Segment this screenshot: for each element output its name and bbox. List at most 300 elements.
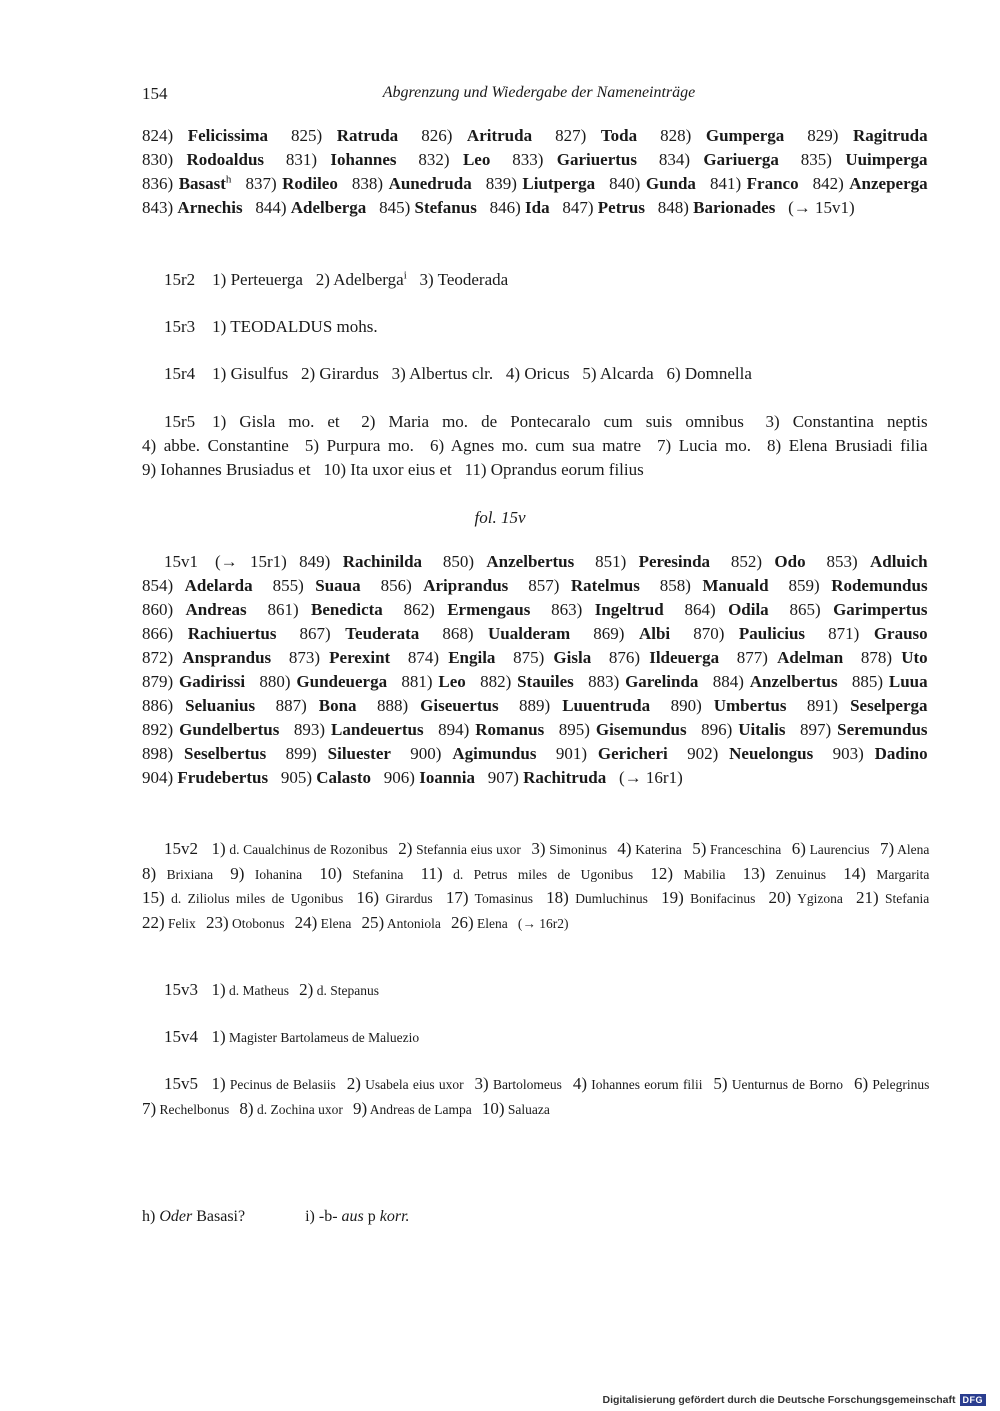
entry [259,672,387,691]
entry-name: Barionades [693,198,776,217]
entry-number: 846) [489,198,521,217]
entry-name: Toda [600,126,638,145]
entry [562,198,645,217]
entry [660,126,784,145]
entry [791,839,870,858]
entry-name: Oricus [524,364,570,383]
entry-name: Rodileo [282,174,338,193]
entry-number: 10) [481,1098,505,1118]
entry-name: Elena Brusiadi filia [788,436,928,455]
entry [276,696,357,715]
entry-number: 869) [593,624,625,643]
section-label: 15r3 [164,317,196,336]
entry-number: 883) [588,672,620,691]
entry-name: Domnella [684,364,752,383]
entry-name: Saluaza [507,1101,550,1117]
entry [609,648,719,667]
entry-name: Romanus [475,720,545,739]
entry-name: Elena [320,916,352,932]
entry-number: 827) [555,126,587,145]
entries-15r3 [142,315,936,339]
entry-name: Stauiles [517,672,574,691]
entry-name: Oprandus eorum filius [490,460,644,479]
running-title: Abgrenzung und Wiedergabe der Nameneinträge [382,84,696,101]
entry [142,720,279,739]
section-label: 15v5 [164,1074,198,1093]
entry [800,720,928,739]
entry-name: d. Petrus miles de Ugonibus [453,866,634,882]
entry [768,888,843,908]
entry-name: Girardus [385,891,433,907]
entry-name: Bartolomeus [492,1077,562,1092]
entry [852,672,928,691]
entry-name: d. Matheus [229,983,290,998]
entry [273,576,361,595]
entry-number: 1) [212,317,227,336]
entry-number: 23) [205,913,229,933]
entry [211,980,290,999]
entry-number: 879) [142,672,174,691]
entry-name: Suaua [315,576,361,595]
entry-number: 15) [142,888,165,908]
entry-number: 831) [285,150,318,169]
entry-name: Siluester [327,744,391,763]
entry-number: 2) [300,364,316,383]
entry-name: Franco [746,174,799,193]
entry-number: 824) [142,126,174,145]
entry-name: Seluanius [185,696,256,715]
entry-number: 4) [572,1074,588,1093]
entry-name: Rechelbonus [159,1101,230,1117]
entry-number: 13) [742,863,766,883]
entry-name: Uenturnus de Borno [731,1077,843,1092]
entry [142,624,277,643]
page-header [142,84,936,110]
entries-15r4 [142,362,936,386]
entry [381,576,509,595]
entry [556,744,668,763]
entry-name: Ingeltrud [594,600,664,619]
entry [879,839,930,858]
entry-name: Pelegrinus [872,1077,930,1092]
entries-15v2 [142,837,936,936]
entry-number: 10) [319,863,342,883]
entry-number: 844) [255,198,287,217]
entry-name: Seremundus [837,720,928,739]
entry [767,436,928,455]
entry-number: 1) [211,839,226,858]
entry-name: Andreas de Lampa [369,1101,472,1117]
entry [438,720,544,739]
cross-reference: (→ 15v1) [788,198,855,217]
entry-number: 877) [736,648,768,667]
entry [443,552,574,571]
entry-name: Albertus clr. [409,364,494,383]
entry-number: 837) [245,174,277,193]
entry [853,1074,930,1093]
entry-number: 5) [692,839,707,858]
entry-name: Magister Bartolameus de Maluezio [229,1030,420,1045]
entry [671,696,787,715]
entry-name: Alcarda [599,364,654,383]
entry-number: 2) [346,1074,361,1093]
entry [245,174,337,193]
entry-name: Ariprandus [423,576,509,595]
entry-number: 838) [351,174,384,193]
entry-name: Peresinda [638,552,711,571]
entry [582,364,653,383]
entry [737,648,843,667]
entry [658,198,776,217]
entry [346,1074,464,1093]
entry-number: 885) [851,672,884,691]
entry-number: 872) [142,648,174,667]
entry [731,552,806,571]
entry [377,696,499,715]
section-label: 15v1 [164,552,198,571]
entry-name: Perexint [329,648,391,667]
entry-name: Landeuertus [330,720,424,739]
entry-name: Garimpertus [833,600,928,619]
entry-name: Iohannes Brusiadus et [160,460,311,479]
entry [211,1074,336,1093]
entry-name: Adelberga [333,270,404,289]
entry [531,839,607,858]
entry-name: Agimundus [452,744,537,763]
entry-name: Albi [638,624,671,643]
entry [323,460,451,479]
entry-number: 848) [657,198,689,217]
entry-number: 856) [380,576,412,595]
entry [301,364,379,383]
entry-name: Bona [318,696,357,715]
entry-number: 893) [293,720,325,739]
footnotes [142,1208,410,1226]
entry-number: 867) [299,624,331,643]
entry-number: 898) [142,744,174,763]
entry-name: Frudebertus [177,768,269,787]
entry-name: Pecinus de Belasiis [229,1077,336,1092]
entries-15v5 [142,1072,936,1121]
folio-heading: fol. 15v [474,508,526,527]
entry-number: 904) [142,768,174,787]
entry [661,888,756,908]
entries-15r5 [142,410,936,482]
entry [305,436,414,455]
entry-number: 905) [280,768,313,787]
entry-number: 853) [826,552,858,571]
entry-number: 850) [442,552,475,571]
entry-number: 4) [617,839,632,858]
entry-number: 12) [650,863,674,883]
entry-number: 852) [730,552,763,571]
entry-number: 16) [356,888,380,908]
entry-name: Gisla mo. et [239,412,340,431]
entry [765,412,927,431]
entry-name: Franceschina [710,842,782,857]
entry [316,270,407,289]
entry-number: 14) [843,863,866,883]
cross-reference: (→ 16r2) [517,916,569,932]
entry-number: 3) [419,270,434,289]
entry-number: 871) [828,624,860,643]
entry-name: Gisla [553,648,592,667]
entry-number: 907) [487,768,519,787]
entry-number: 900) [410,744,442,763]
dfg-logo: DFG [960,1394,987,1406]
entry [464,460,643,479]
entry [685,600,769,619]
cross-reference: (→ 16r1) [619,768,683,787]
entry-name: Rodoaldus [186,150,265,169]
entry-name: Rachitruda [523,768,607,787]
entry-number: 855) [272,576,304,595]
entry [609,174,696,193]
entry-name: Basast [178,174,226,193]
page-number: 154 [142,84,168,103]
entry-name: Girardus [319,364,379,383]
entry-number: 825) [291,126,323,145]
entry-name: Gariuertus [556,150,637,169]
entry-name: Gisulfus [230,364,289,383]
entry-number: 875) [513,648,545,667]
entry-number: 2) [398,839,413,858]
entry [408,648,496,667]
entry [379,198,477,217]
entry [404,600,531,619]
entry [801,150,928,169]
entry-number: 849) [299,552,331,571]
entry [352,1098,472,1118]
entry-number: 896) [701,720,733,739]
entry-name: Dadino [874,744,928,763]
entry [294,720,424,739]
entry [418,150,490,169]
entry-name: Ermengaus [447,600,531,619]
entry-name: Aunedruda [388,174,472,193]
entry-number: 7) [657,436,672,455]
entry-number: 18) [546,888,569,908]
entry-number: 870) [693,624,725,643]
entry [401,672,465,691]
entry-name: Katerina [635,842,682,857]
entry-number: 868) [442,624,474,643]
entry-number: 839) [485,174,517,193]
entry-name: Odila [728,600,769,619]
entry [588,672,698,691]
entry-name: Stefannia eius uxor [416,842,521,857]
entry-number: 833) [512,150,544,169]
entry-number: 4) [505,364,521,383]
section-label: 15v3 [164,980,198,999]
entry [142,198,243,217]
entry-name: Mabilia [683,866,726,882]
entry [289,648,390,667]
entry-number: 843) [142,198,174,217]
entry-number: 895) [558,720,590,739]
entry [356,888,433,908]
entry [488,768,607,787]
entry [421,126,532,145]
entry [286,744,391,763]
entry-number: 5) [582,364,597,383]
entry-number: 884) [712,672,744,691]
entry-number: 889) [519,696,551,715]
entry-name: Uuimperga [845,150,928,169]
entry-name: Grauso [873,624,928,643]
entry [546,888,648,908]
entry-name: Usabela eius uxor [365,1077,464,1092]
entry [595,552,710,571]
entry-number: 20) [768,888,792,908]
entry-number: 874) [407,648,440,667]
entry [142,744,266,763]
entry-name: Maria mo. de Pontecaralo cum suis omnibus [388,412,744,431]
entry [513,648,591,667]
funding-text: Digitalisierung gefördert durch die Deutsche Forschungsgemeinschaft [602,1394,956,1406]
entry [506,364,570,383]
entry-name: Anzeperga [849,174,928,193]
entry-name: Neuelongus [729,744,814,763]
entry [710,174,799,193]
entry-number: 828) [660,126,692,145]
entry-number: 834) [658,150,691,169]
entry [211,1027,420,1046]
entry-number: 1) [212,412,227,431]
entry-name: Luuentruda [562,696,651,715]
entry-number: 882) [480,672,512,691]
entry-name: Lucia mo. [678,436,751,455]
entry-name: Ansprandus [182,648,272,667]
entry-name: Seselperga [850,696,928,715]
entry-number: 1) [212,364,227,383]
footnote-marker: i [403,269,407,282]
entry-name: Bonifacinus [690,891,756,907]
entry [789,576,928,595]
entry-number: 5) [304,436,320,455]
entry [142,600,247,619]
entry-number: 1) [211,1074,226,1093]
entry-number: 858) [659,576,691,595]
entry-number: 6) [791,839,806,858]
entry-name: Zenuinus [775,866,827,882]
entry-name: Felix [168,916,196,932]
entry [826,552,927,571]
entry [361,913,441,933]
entry-number: 9) [352,1098,368,1118]
entry-name: Rachiuertus [187,624,277,643]
footnote-i: i) -b- aus p korr. [305,1208,410,1225]
entry [480,672,574,691]
entry-number: 832) [418,150,450,169]
entry-number: 5) [713,1074,728,1093]
entry-number: 829) [807,126,839,145]
entry [142,913,196,933]
entries-15v1 [142,550,936,790]
entry [142,648,271,667]
entry [398,839,521,858]
entry [692,839,782,858]
entry-name: Aritruda [466,126,533,145]
entry-number: 840) [609,174,641,193]
entry-number: 894) [438,720,470,739]
entry-number: 4) [142,436,157,455]
entry-number: 6) [666,364,681,383]
entry [361,412,744,431]
entry [142,460,311,479]
section-label: 15v2 [164,839,198,858]
entry-name: Elena [477,916,508,932]
entry-number: 19) [661,888,684,908]
entry-name: Petrus [597,198,645,217]
entry-name: Gundeuerga [296,672,388,691]
entry-number: 835) [800,150,832,169]
entry [420,863,634,883]
entry-number: 830) [142,150,174,169]
entry [442,624,570,643]
entry-number: 1) [212,270,227,289]
entry [445,888,533,908]
entry-name: Iohanina [254,866,303,882]
entry-name: Ildeuerga [649,648,720,667]
entry [430,436,641,455]
entry-number: 890) [670,696,702,715]
entries-15r2 [142,268,936,292]
entry [650,863,726,883]
entry [660,576,769,595]
dfg-funding-notice [603,1394,986,1406]
entry-number: 859) [788,576,820,595]
entry-name: Adelarda [184,576,253,595]
entry-number: 7) [879,839,895,858]
entry-name: Gumperga [705,126,785,145]
entry-number: 854) [142,576,174,595]
entry-number: 22) [142,913,165,933]
entry-name: Garelinda [625,672,699,691]
entry-number: 10) [323,460,346,479]
entry [212,364,288,383]
entry-number: 2) [361,412,376,431]
section-label: 15r2 [164,270,196,289]
entry-name: Umbertus [713,696,787,715]
entry [142,126,268,145]
entry-name: Gariuerga [703,150,779,169]
entry-number: 6) [853,1074,869,1093]
entries-15v3 [142,978,936,1003]
entry-number: 857) [528,576,560,595]
entry [813,174,928,193]
entry [142,436,289,455]
entry [291,126,398,145]
entry [142,1098,230,1118]
entry-number: 21) [855,888,879,908]
entry-name: Simoninus [549,842,607,857]
entry [790,600,928,619]
entry [142,174,231,193]
entry-name: Stefanina [352,866,404,882]
entry [666,364,751,383]
entry-number: 2) [299,980,314,999]
entry [142,696,255,715]
entry-number: 826) [421,126,453,145]
entry [281,768,371,787]
entry-number: 1) [211,1027,226,1046]
entry [392,364,494,383]
entry-number: 887) [275,696,307,715]
entry-number: 3) [391,364,406,383]
entry [855,888,930,908]
entry-name: Felicissima [187,126,268,145]
